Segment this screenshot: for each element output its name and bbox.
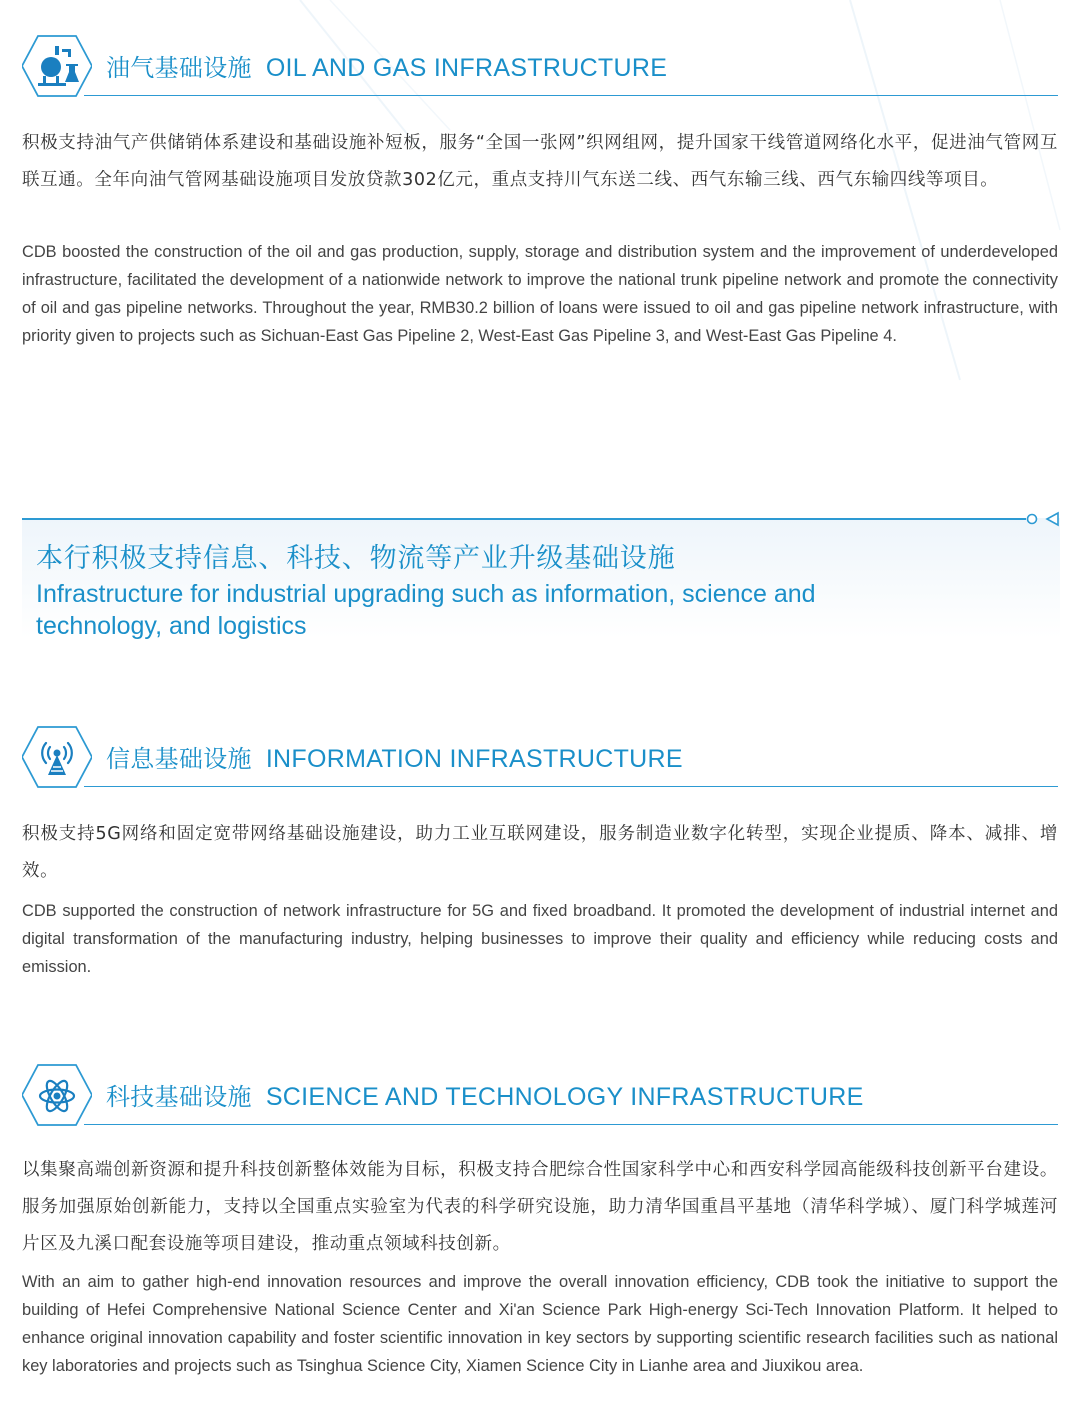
atom-icon — [22, 1063, 92, 1127]
section-header-information — [22, 725, 1058, 789]
science-paragraph-zh: 以集聚高端创新资源和提升科技创新整体效能为目标，积极支持合肥综合性国家科学中心和西安科学园高能级科技创新平台建设。服务加强原始创新能力，支持以全国重点实验室为代表的科学研究设施，助力清华国重昌平基地（清华科学城）、厦门科学城莲河片区及九溪口配套设施等项目建设，推动重点领域科技创新。 — [22, 1160, 1058, 1254]
oil-gas-paragraph-zh: 积极支持油气产供储销体系建设和基础设施补短板，服务“全国一张网”织网组网，提升国家干线管道网络化水平，促进油气管网互联互通。全年向油气管网基础设施项目发放贷款302亿元，重点支持川气东送二线、西气东输三线、西气东输四线等项目。 — [22, 133, 1058, 190]
header-divider — [84, 95, 1058, 97]
header-divider — [84, 1124, 1058, 1126]
section-title-en: INFORMATION INFRASTRUCTURE — [265, 745, 683, 773]
banner-title-en: Infrastructure for industrial upgrading such as information, science and technology, and logistics — [36, 580, 816, 640]
section-title-zh: 科技基础设施 — [106, 1083, 252, 1111]
section-title-en: OIL AND GAS INFRASTRUCTURE — [265, 54, 668, 82]
section-title — [106, 739, 683, 774]
signal-tower-icon — [22, 725, 92, 789]
information-paragraph-zh: 积极支持5G网络和固定宽带网络基础设施建设，助力工业互联网建设，服务制造业数字化转型，实现企业提质、降本、减排、增效。 — [22, 824, 1058, 881]
section-title — [106, 48, 667, 83]
section-title-zh: 信息基础设施 — [106, 745, 252, 773]
oil-refinery-icon — [22, 34, 92, 98]
banner-title-zh: 本行积极支持信息、科技、物流等产业升级基础设施 — [36, 543, 676, 574]
information-paragraph-en: CDB supported the construction of network infrastructure for 5G and fixed broadband. It promoted the development of industrial internet and digital transformation of the manufacturing industry, helping businesses to improve their quality and efficiency while reducing costs and emission. — [22, 902, 1058, 976]
oil-gas-paragraph-en: CDB boosted the construction of the oil and gas production, supply, storage and distribution system and the improvement of underdeveloped infrastructure, facilitated the development of a nationwide network to improve the national trunk pipeline network and promote the connectivity of oil and gas pipeline networks. Throughout the year, RMB30.2 billion of loans were issued to oil and gas pipeline network infrastructure, with priority given to projects such as Sichuan-East Gas Pipeline 2, West-East Gas Pipeline 3, and West-East Gas Pipeline 4. — [22, 243, 1058, 345]
banner-divider — [22, 518, 1026, 520]
section-header-oil-gas — [22, 34, 1058, 98]
science-paragraph-en: With an aim to gather high-end innovation resources and improve the overall innovation efficiency, CDB took the initiative to support the building of Hefei Comprehensive National Science Center and Xi'an Science Park High-energy Sci-Tech Innovation Platform. It helped to enhance original innovation capability and foster scientific innovation in key sectors by supporting scientific research facilities such as national key laboratories and projects such as Tsinghua Science City, Xiamen Science City in Lianhe area and Jiuxikou area. — [22, 1273, 1058, 1375]
section-title — [106, 1077, 864, 1112]
header-divider — [84, 786, 1058, 788]
section-title-zh: 油气基础设施 — [106, 54, 252, 82]
section-title-en: SCIENCE AND TECHNOLOGY INFRASTRUCTURE — [265, 1083, 864, 1111]
section-header-science — [22, 1063, 1058, 1127]
upgrading-banner — [22, 518, 1060, 638]
circle-arrow-icon — [1024, 511, 1060, 527]
